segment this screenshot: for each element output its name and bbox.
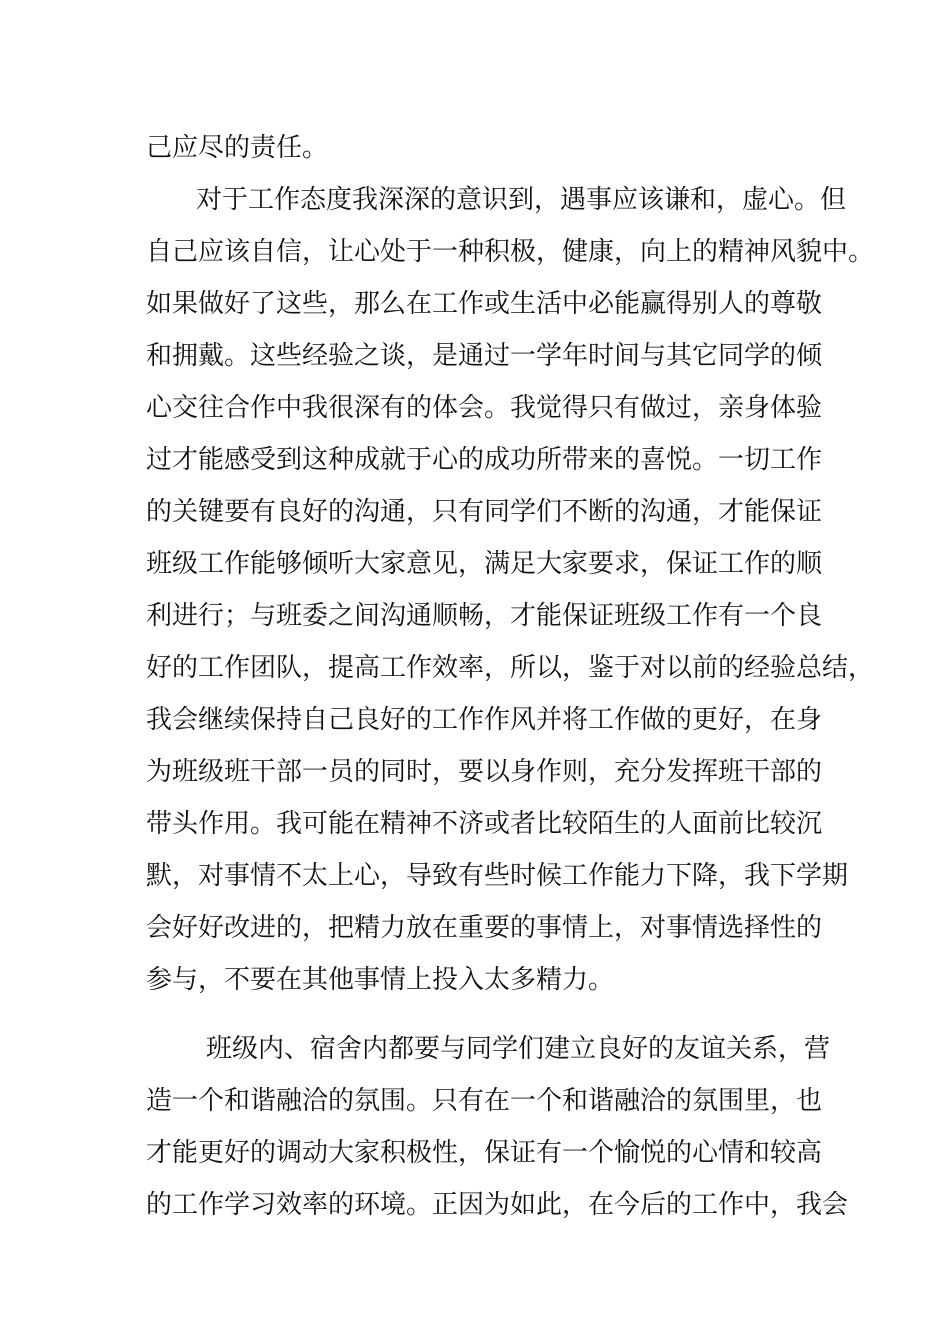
text-line: 过才能感受到这种成就于心的成功所带来的喜悦。一切工作 xyxy=(146,445,823,475)
text-line: 的关键要有良好的沟通，只有同学们不断的沟通，才能保证 xyxy=(146,497,823,527)
text-line: 的工作学习效率的环境。正因为如此，在今后的工作中，我会 xyxy=(146,1190,849,1220)
text-line: 参与，不要在其他事情上投入太多精力。 xyxy=(146,965,615,995)
text-line: 班级工作能够倾听大家意见，满足大家要求，保证工作的顺 xyxy=(146,549,823,579)
text-line: 带头作用。我可能在精神不济或者比较陌生的人面前比较沉 xyxy=(146,809,823,839)
text-line: 好的工作团队，提高工作效率，所以，鉴于对以前的经验总结， xyxy=(146,653,875,683)
text-line: 如果做好了这些，那么在工作或生活中必能赢得别人的尊敬 xyxy=(146,289,823,319)
text-line: 对于工作态度我深深的意识到，遇事应该谦和，虚心。但 xyxy=(196,185,847,215)
text-line: 才能更好的调动大家积极性，保证有一个愉悦的心情和较高 xyxy=(146,1138,823,1168)
text-line: 为班级班干部一员的同时，要以身作则，充分发挥班干部的 xyxy=(146,757,823,787)
text-line: 会好好改进的，把精力放在重要的事情上，对事情选择性的 xyxy=(146,913,823,943)
text-line: 心交往合作中我很深有的体会。我觉得只有做过，亲身体验 xyxy=(146,393,823,423)
text-line: 默，对事情不太上心，导致有些时候工作能力下降，我下学期 xyxy=(146,861,849,891)
text-line: 和拥戴。这些经验之谈，是通过一学年时间与其它同学的倾 xyxy=(146,341,823,371)
text-line: 己应尽的责任。 xyxy=(146,133,329,163)
text-line: 我会继续保持自己良好的工作作风并将工作做的更好，在身 xyxy=(146,705,823,735)
text-line: 利进行；与班委之间沟通顺畅，才能保证班级工作有一个良 xyxy=(146,601,823,631)
text-line: 造一个和谐融洽的氛围。只有在一个和谐融洽的氛围里，也 xyxy=(146,1086,823,1116)
text-line: 自己应该自信，让心处于一种积极，健康，向上的精神风貌中。 xyxy=(146,237,875,267)
text-line: 班级内、宿舍内都要与同学们建立良好的友谊关系，营 xyxy=(206,1034,831,1064)
